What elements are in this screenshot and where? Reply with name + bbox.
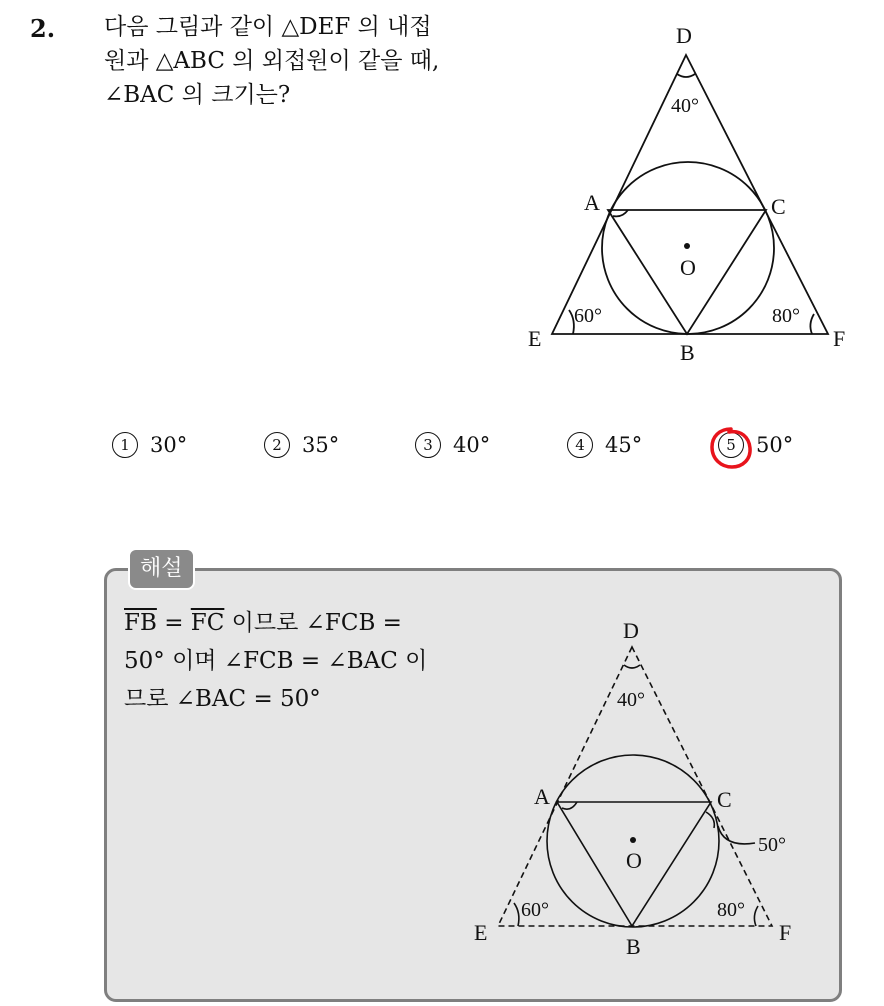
label-c: C xyxy=(771,194,786,219)
angle-label-d: 40° xyxy=(671,95,699,117)
choice-1[interactable] xyxy=(112,432,187,458)
angle-label-f: 80° xyxy=(717,899,745,921)
label-b: B xyxy=(626,934,641,959)
segment-fc: $\overline{FC}$ xyxy=(190,610,225,636)
label-e: E xyxy=(474,920,488,945)
choice-value: 45° xyxy=(605,433,643,457)
angle-label-e: 60° xyxy=(574,305,602,327)
solution-line1-rest: 이므로 ∠FCB = xyxy=(231,610,402,636)
question-line: 원과 △ABC 의 외접원이 같을 때, xyxy=(104,48,440,74)
choice-number-icon: 5 xyxy=(718,432,744,458)
center-dot xyxy=(684,243,690,249)
label-o: O xyxy=(680,255,696,280)
label-f: F xyxy=(779,920,792,945)
choice-number-icon: 2 xyxy=(264,432,290,458)
solution-text xyxy=(124,604,427,718)
angle-arc-f xyxy=(810,314,814,334)
segment-fb: $\overline{FB}$ xyxy=(124,610,157,636)
angle-arc-d xyxy=(677,74,695,77)
question-number: 2. xyxy=(30,14,56,43)
label-a: A xyxy=(534,784,550,809)
question-line: 다음 그림과 같이 △DEF 의 내접 xyxy=(104,14,432,40)
solution-line xyxy=(124,604,427,642)
angle-label-f: 80° xyxy=(772,305,800,327)
angle-label-e: 60° xyxy=(521,899,549,921)
solution-line: 50° 이며 ∠FCB = ∠BAC 이 xyxy=(124,648,428,674)
solution-tab: 해설 xyxy=(128,548,195,590)
choice-value: 35° xyxy=(302,433,340,457)
label-e: E xyxy=(528,326,542,351)
triangle-def xyxy=(552,55,828,334)
choice-value: 40° xyxy=(453,433,491,457)
angle-label-c: 50° xyxy=(758,834,786,856)
choice-number-icon: 4 xyxy=(567,432,593,458)
label-d: D xyxy=(676,23,692,48)
angle-arc-e xyxy=(569,310,574,334)
angle-label-d: 40° xyxy=(617,689,645,711)
label-f: F xyxy=(833,326,846,351)
question-text xyxy=(104,10,439,112)
incircle xyxy=(602,162,774,334)
choice-3[interactable] xyxy=(415,432,490,458)
label-a: A xyxy=(584,190,600,215)
choice-number-icon: 3 xyxy=(415,432,441,458)
equals-sign: = xyxy=(164,610,184,636)
label-o: O xyxy=(626,848,642,873)
label-b: B xyxy=(680,340,695,365)
solution-line: 므로 ∠BAC = 50° xyxy=(124,686,321,712)
choice-2[interactable] xyxy=(264,432,339,458)
triangle-abc xyxy=(608,210,766,334)
label-d: D xyxy=(623,618,639,643)
answer-highlight-icon xyxy=(707,424,755,472)
choice-number-icon: 1 xyxy=(112,432,138,458)
choice-value: 50° xyxy=(756,433,794,457)
choice-4[interactable] xyxy=(567,432,642,458)
question-line: ∠BAC 의 크기는? xyxy=(104,82,291,108)
label-c: C xyxy=(717,787,732,812)
choice-value: 30° xyxy=(150,433,188,457)
angle-arc-a xyxy=(613,210,628,216)
